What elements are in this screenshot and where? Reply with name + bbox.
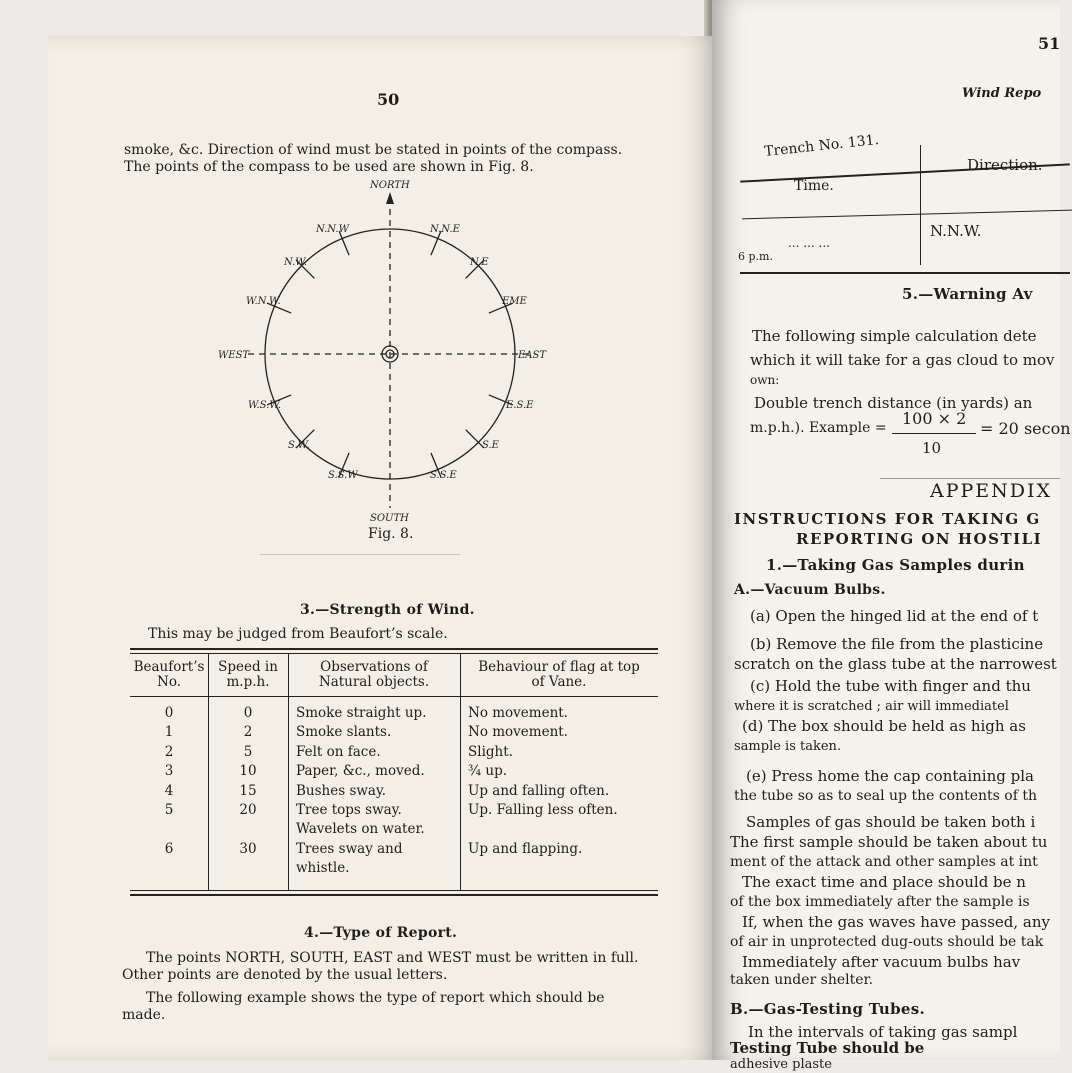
compass-label-west: WEST xyxy=(218,350,250,361)
compass-label-wnw: W.N.W. xyxy=(246,296,281,307)
left-page xyxy=(48,36,716,1060)
divider xyxy=(880,478,1060,479)
calc-text-line: Double trench distance (in yards) an xyxy=(754,394,1033,412)
table-cell-no: 5 xyxy=(164,802,174,818)
instruction-item: where it is scratched ; air will immediatel xyxy=(734,699,1009,714)
table-header-rule xyxy=(742,210,1072,220)
table-cell-obs: Paper, &c., moved. xyxy=(296,763,425,780)
compass-label-ne: N.E xyxy=(470,257,489,268)
compass-label-wsw: W.S.W. xyxy=(248,400,282,411)
table-header-cell: Speed in m.p.h. xyxy=(218,659,278,690)
paragraph-line: adhesive plaste xyxy=(730,1057,832,1072)
calc-text-line: which it will take for a gas cloud to mov xyxy=(750,351,1055,369)
instructions-heading: REPORTING ON HOSTILI xyxy=(796,530,1043,548)
compass-label-east: EAST xyxy=(518,350,547,361)
compass-label-sw: S.W. xyxy=(288,440,310,451)
calc-text-line: The following simple calculation dete xyxy=(752,327,1037,345)
page-number: 50 xyxy=(377,90,400,109)
paragraph-line: of air in unprotected dug-outs should be tak xyxy=(730,934,1044,950)
fraction-bar xyxy=(892,433,976,434)
calc-text-line: m.p.h.). Example = xyxy=(750,420,887,436)
paragraph-line: Immediately after vacuum bulbs hav xyxy=(742,953,1021,971)
subsection-1-title: 1.—Taking Gas Samples durin xyxy=(766,556,1025,574)
paragraph-line: The exact time and place should be n xyxy=(742,873,1026,891)
table-header-cell: Behaviour of flag at top of Vane. xyxy=(478,659,640,690)
compass-label-se: S.E xyxy=(482,440,499,451)
table-header-rule xyxy=(130,696,658,697)
compass-label-ssw: S.S.W xyxy=(328,470,358,481)
intro-text-line: smoke, &c. Direction of wind must be stated in points of the compass. xyxy=(124,142,623,158)
section-5-title: 5.—Warning Av xyxy=(902,285,1033,303)
paragraph-line: The first sample should be taken about tu xyxy=(730,833,1048,851)
paragraph-line: taken under shelter. xyxy=(730,972,874,988)
instruction-item: (a) Open the hinged lid at the end of t xyxy=(750,607,1039,625)
table-cell-flag: Up and flapping. xyxy=(468,840,583,857)
column-header-time: Time. xyxy=(794,178,834,194)
table-top-rule xyxy=(130,648,658,650)
paragraph-line: Testing Tube should be xyxy=(730,1039,925,1057)
table-cell-obs: Wavelets on water. xyxy=(296,821,425,838)
table-cell-flag: Up and falling often. xyxy=(468,782,610,799)
table-cell-flag: No movement. xyxy=(468,705,568,721)
table-cell-no: 3 xyxy=(164,763,174,780)
table-cell-speed: 30 xyxy=(239,840,257,857)
subsection-a-title: A.—Vacuum Bulbs. xyxy=(734,582,886,598)
trench-number: Trench No. 131. xyxy=(763,132,880,160)
table-cell-obs: Smoke slants. xyxy=(296,724,392,741)
table-cell-speed: 5 xyxy=(243,743,253,760)
row-dots: ... ... ... xyxy=(788,236,830,250)
section-4-text-line: The following example shows the type of report which should be xyxy=(146,990,605,1006)
instruction-item: (d) The box should be held as high as xyxy=(742,717,1026,735)
compass-label-ese: E.S.E xyxy=(506,400,534,411)
instruction-item: the tube so as to seal up the contents of th xyxy=(734,788,1037,804)
paragraph-line: Samples of gas should be taken both i xyxy=(746,813,1036,831)
row-direction: N.N.W. xyxy=(930,222,982,240)
table-top-rule xyxy=(130,653,658,654)
section-4-text-line: The points NORTH, SOUTH, EAST and WEST must be written in full. xyxy=(146,950,639,966)
compass-label-nnw: N.N.W xyxy=(316,224,349,235)
calc-result: = 20 secon xyxy=(980,419,1071,438)
compass-label-nw: N.W. xyxy=(284,257,307,268)
table-cell-flag: ¾ up. xyxy=(468,763,508,780)
running-head: Wind Repo xyxy=(962,86,1042,101)
figure-caption: Fig. 8. xyxy=(368,526,414,542)
calc-numerator: 100 × 2 xyxy=(902,409,967,428)
table-cell-obs: Smoke straight up. xyxy=(296,705,427,721)
column-rule xyxy=(920,145,921,265)
table-cell-speed: 15 xyxy=(239,782,257,799)
table-cell-obs: Trees sway and xyxy=(296,840,403,857)
compass-figure xyxy=(218,178,558,524)
compass-label-north: NORTH xyxy=(370,180,410,191)
compass-label-south: SOUTH xyxy=(370,513,409,524)
table-bottom-rule xyxy=(130,890,658,891)
table-bottom-rule xyxy=(130,894,658,896)
table-bottom-rule xyxy=(740,272,1070,274)
instruction-item: scratch on the glass tube at the narrowest xyxy=(734,655,1057,673)
paragraph-line: In the intervals of taking gas sampl xyxy=(748,1023,1018,1041)
table-cell-no: 0 xyxy=(164,705,174,721)
table-cell-obs: Tree tops sway. xyxy=(296,802,402,818)
instruction-item: (e) Press home the cap containing pla xyxy=(746,767,1034,785)
intro-text-line: The points of the compass to be used are shown in Fig. 8. xyxy=(124,159,534,175)
subsection-b-title: B.—Gas-Testing Tubes. xyxy=(730,1000,925,1018)
instruction-item: (b) Remove the file from the plasticine xyxy=(750,635,1044,653)
compass-label-sse: S.S.E xyxy=(430,470,457,481)
right-page xyxy=(712,0,1071,1072)
compass-label-nne: N.N.E xyxy=(430,224,460,235)
table-cell-flag: No movement. xyxy=(468,724,568,741)
row-time: 6 p.m. xyxy=(738,250,773,263)
paragraph-line: If, when the gas waves have passed, any xyxy=(742,913,1050,931)
section-4-title: 4.—Type of Report. xyxy=(304,925,458,941)
table-cell-speed: 10 xyxy=(239,763,257,780)
beaufort-table xyxy=(130,648,658,896)
calc-text-line: own: xyxy=(750,373,780,387)
section-4-text-line: made. xyxy=(122,1007,166,1023)
instruction-item: sample is taken. xyxy=(734,739,842,754)
compass-label-ene: EME xyxy=(502,296,527,307)
instructions-heading: INSTRUCTIONS FOR TAKING G xyxy=(734,510,1041,528)
paragraph-line: ment of the attack and other samples at int xyxy=(730,854,1038,870)
section-4-text-line: Other points are denoted by the usual letters. xyxy=(122,967,448,983)
table-cell-speed: 2 xyxy=(243,724,253,741)
table-cell-obs: Bushes sway. xyxy=(296,782,387,799)
table-cell-no: 4 xyxy=(164,782,174,799)
table-cell-speed: 20 xyxy=(239,802,257,818)
table-cell-speed: 0 xyxy=(243,705,253,721)
north-arrow-icon xyxy=(386,192,394,204)
table-header-cell: Observations of Natural objects. xyxy=(318,659,430,690)
table-header-cell: Beaufort’s No. xyxy=(133,659,205,690)
column-header-direction: Direction. xyxy=(967,156,1043,174)
appendix-title: APPENDIX xyxy=(930,480,1053,502)
table-cell-flag: Up. Falling less often. xyxy=(468,802,618,818)
divider xyxy=(260,554,460,555)
section-3-intro: This may be judged from Beaufort’s scale. xyxy=(148,626,448,642)
table-cell-obs: Felt on face. xyxy=(296,743,381,760)
table-cell-no: 2 xyxy=(164,743,174,760)
calc-denominator: 10 xyxy=(922,439,942,457)
section-3-title: 3.—Strength of Wind. xyxy=(300,602,475,618)
table-cell-no: 6 xyxy=(164,840,174,857)
table-cell-obs: whistle. xyxy=(296,860,350,877)
paragraph-line: of the box immediately after the sample is xyxy=(730,894,1030,910)
table-cell-flag: Slight. xyxy=(468,743,513,760)
table-cell-no: 1 xyxy=(164,724,174,741)
page-number: 51 xyxy=(1038,34,1061,53)
instruction-item: (c) Hold the tube with finger and thu xyxy=(750,677,1031,695)
